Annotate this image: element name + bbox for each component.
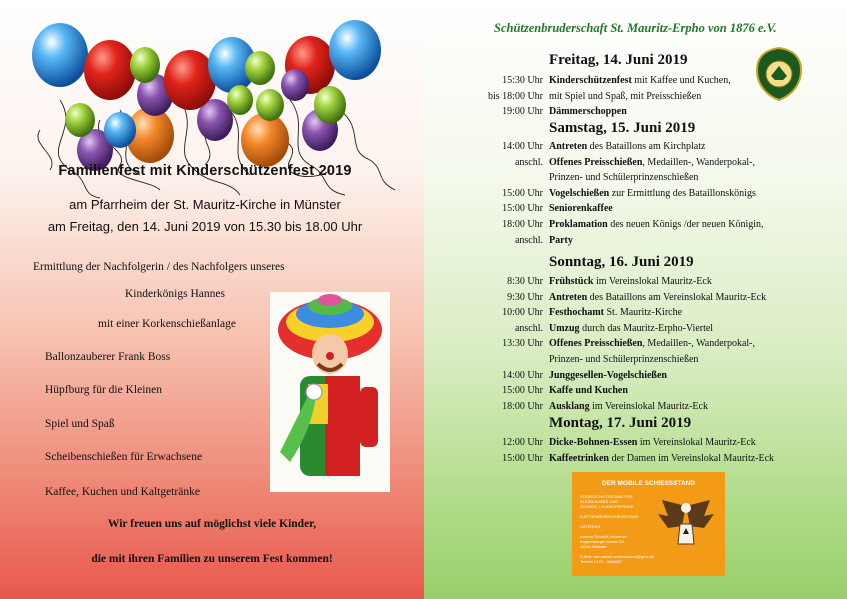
schedule-time: 18:00 Uhr [502, 400, 543, 412]
schedule-description [549, 157, 755, 169]
schedule-activity: Party [549, 234, 573, 246]
schedule-description [549, 141, 705, 153]
flyer-line: Telefon 0173 - 2843657 [580, 559, 623, 564]
schedule-description [549, 203, 613, 215]
schedule-activity: Dämmerschoppen [549, 106, 627, 118]
event-date: am Freitag, den 14. Juni 2019 von 15.30 bis 18.00 Uhr [47, 219, 363, 234]
schedule-time: anschl. [514, 234, 543, 246]
schedule-detail: Prinzen- und Schülerprinzenschießen [549, 172, 699, 184]
schedule-description [549, 453, 774, 465]
intro-line-3: mit einer Korkenschießanlage [98, 318, 236, 330]
right-page [424, 0, 847, 599]
flyer-line: Kappenberger Damm 54 [580, 539, 624, 544]
schedule-detail: , Medaillen-, Wanderpokal-, [642, 338, 756, 350]
schedule-activity: Umzug [549, 322, 580, 334]
schedule-time: anschl. [514, 156, 543, 168]
schedule-description [549, 91, 701, 103]
flyer-line: VOGELSCHUTZSTAND FÜR [580, 494, 633, 499]
program-item: Hüpfburg für die Kleinen [45, 384, 162, 396]
schedule-activity: Kinderschützenfest [549, 75, 632, 86]
schedule-time: 10:00 Uhr [502, 307, 543, 319]
schedule-time: 14:00 Uhr [502, 141, 543, 152]
flyer-line: CATERING [580, 524, 601, 529]
schedule-time: 15:00 Uhr [502, 385, 543, 397]
eagle-icon [654, 496, 718, 552]
flyer-line: LUFTGEWEHRSCHIESSSTAND [580, 514, 639, 519]
flyer-line: 48151 Münster [580, 544, 607, 549]
schedule-description [549, 106, 627, 118]
schedule-time: 15:30 Uhr [502, 75, 543, 86]
schedule-detail: der Damen im Vereinslokal Mauritz-Eck [609, 452, 775, 464]
closing-line-1: Wir freuen uns auf möglichst viele Kinder, [107, 518, 317, 530]
schedule-activity: Proklamation [549, 219, 608, 230]
flyer-title: DER MOBILE SCHIESSSTAND [601, 480, 696, 487]
schedule-description [549, 235, 573, 247]
schedule-activity: Kaffe und Kuchen [549, 385, 628, 397]
schedule-activity: Offenes Preisschießen [549, 338, 643, 350]
schedule-description [549, 323, 713, 335]
day-heading: Sonntag, 16. Juni 2019 [549, 254, 694, 270]
schedule-activity: Dicke-Bohnen-Essen [549, 437, 638, 448]
program-item: Ballonzauberer Frank Boss [45, 351, 171, 363]
schedule-detail: mit Kaffee und Kuchen, [631, 75, 731, 86]
schedule-detail: des Bataillons am Kirchplatz [587, 141, 706, 152]
event-location: am Pfarrheim der St. Mauritz-Kirche in Münster [69, 197, 341, 212]
day-heading: Freitag, 14. Juni 2019 [549, 52, 688, 68]
schedule-time: 15:00 Uhr [502, 187, 543, 199]
program-item: Scheibenschießen für Erwachsene [45, 451, 203, 463]
day-heading: Samstag, 15. Juni 2019 [549, 120, 696, 136]
flyer-line: KLEINKALIBER UND [580, 499, 619, 504]
schedule-detail: mit Spiel und Spaß, mit Preisschießen [549, 90, 702, 102]
schedule-detail: des Bataillons am Vereinslokal Mauritz-Eck [587, 291, 767, 303]
closing-line-2: die mit ihren Familien zu unserem Fest kommen! [91, 553, 333, 565]
schedule-time: anschl. [514, 322, 543, 334]
schedule-activity: Antreten [549, 141, 588, 152]
flyer-line: SCHROT- / KUGELPATRONE [580, 504, 634, 509]
schedule-description [549, 370, 667, 382]
schedule-detail: zur Ermittlung des Bataillonskönigs [609, 187, 756, 199]
schedule-detail: St. Mauritz-Kirche [604, 307, 683, 319]
schedule-time: 18:00 Uhr [502, 219, 543, 230]
club-header: Schützenbruderschaft St. Mauritz-Erpho von 1876 e.V. [494, 21, 777, 35]
schedule-time: 15:00 Uhr [502, 203, 543, 215]
schedule-description [549, 354, 698, 366]
intro-line-1: Ermittlung der Nachfolgerin / des Nachfolgers unseres [33, 261, 285, 273]
flyer-line: E-Mail: der-mobile-schiessstand@gmx.de [580, 554, 655, 559]
event-title: Familienfest mit Kinderschützenfest 2019 [58, 163, 352, 179]
schedule-detail: im Vereinslokal Mauritz-Eck [637, 437, 756, 448]
schedule-activity: Festhochamt [549, 307, 604, 319]
schedule-time: 15:00 Uhr [502, 452, 543, 464]
schedule-detail: , Medaillen-, Wanderpokal-, [642, 156, 756, 168]
schedule-activity: Offenes Preisschießen [549, 156, 643, 168]
schedule-activity: Seniorenkaffee [549, 203, 613, 215]
schedule-detail: des neuen Königs /der neuen Königin, [607, 219, 764, 230]
schedule-description [549, 276, 712, 288]
schedule-description [549, 172, 698, 184]
schedule-description [549, 385, 628, 397]
schedule-time: bis 18:00 Uhr [488, 90, 543, 102]
schedule-description [549, 219, 764, 231]
schedule-description [549, 307, 682, 319]
schedule-activity: Vogelschießen [549, 187, 610, 199]
program-item: Kaffee, Kuchen und Kaltgetränke [45, 486, 200, 498]
schedule-time: 8:30 Uhr [507, 276, 543, 287]
schedule-description [549, 188, 756, 200]
flyer-line: Andrea Schmidt-Heiderich [580, 534, 627, 539]
schedule-activity: Junggesellen-Vogelschießen [549, 369, 667, 381]
schedule-detail: im Vereinslokal Mauritz-Eck [593, 276, 712, 287]
intro-line-2: Kinderkönigs Hannes [125, 288, 225, 300]
schedule-description [549, 437, 756, 449]
schedule-description [549, 75, 731, 87]
schedule-time: 14:00 Uhr [502, 369, 543, 381]
schedule-activity: Frühstück [549, 276, 594, 287]
schedule-detail: Prinzen- und Schülerprinzenschießen [549, 354, 699, 365]
schedule-description [549, 401, 708, 413]
schedule-time: 19:00 Uhr [502, 106, 543, 118]
schedule-description [549, 338, 755, 350]
schedule-activity: Antreten [549, 291, 588, 303]
schedule-activity: Kaffeetrinken [549, 452, 609, 464]
day-heading: Montag, 17. Juni 2019 [549, 415, 692, 431]
schedule-detail: im Vereinslokal Mauritz-Eck [589, 400, 708, 412]
shooting-stand-flyer [572, 472, 725, 576]
schedule-time: 12:00 Uhr [502, 437, 543, 448]
club-emblem-icon [754, 46, 804, 102]
program-item: Spiel und Spaß [45, 418, 115, 430]
schedule-time: 9:30 Uhr [507, 291, 543, 303]
schedule-activity: Ausklang [549, 400, 590, 412]
clown-photo [270, 292, 390, 492]
schedule-description [549, 292, 766, 304]
schedule-detail: durch das Mauritz-Erpho-Viertel [579, 322, 714, 334]
schedule-time: 13:30 Uhr [502, 338, 543, 350]
